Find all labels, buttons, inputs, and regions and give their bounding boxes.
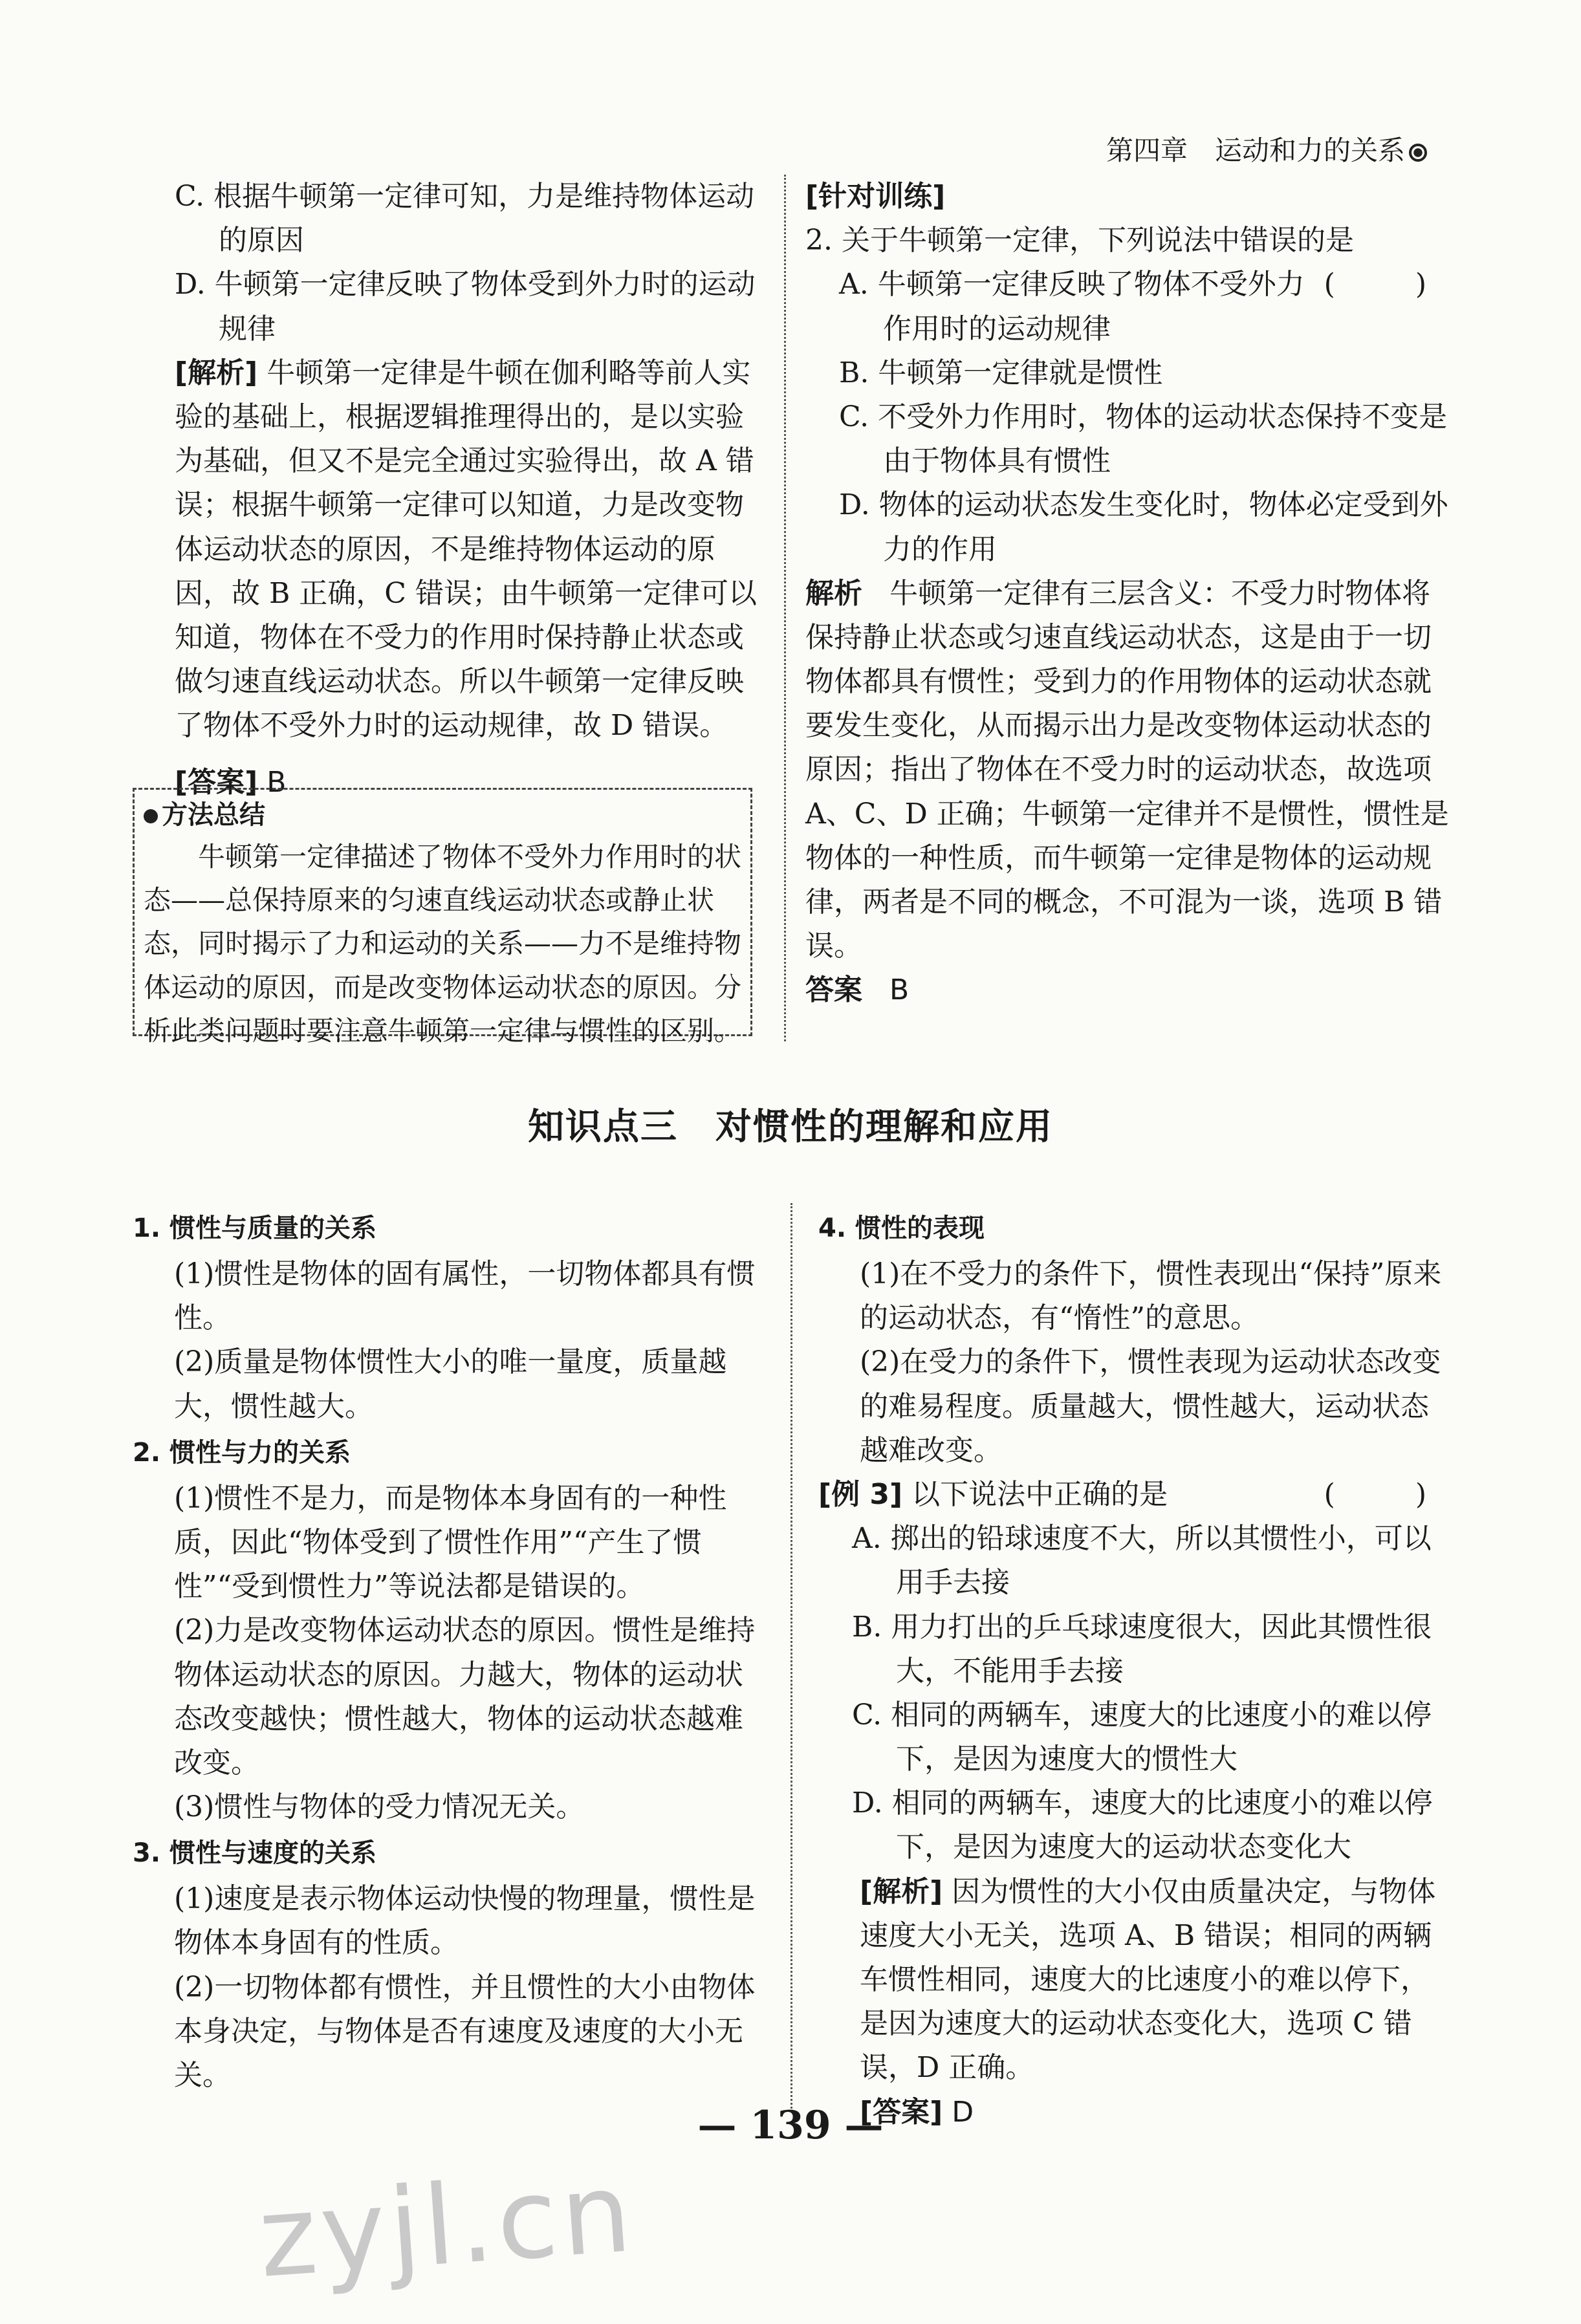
bullet-icon xyxy=(144,809,158,823)
chapter-title: 第四章 运动和力的关系 xyxy=(1106,135,1405,166)
heading-inertia-manifestation: 4. 惯性的表现 xyxy=(818,1213,985,1243)
paragraph: (2)一切物体都有惯性，并且惯性的大小由物体本身决定，与物体是否有速度及速度的大小无关。 xyxy=(174,1970,756,2092)
paragraph: (2)在受力的条件下，惯性表现为运动状态改变的难易程度。质量越大，惯性越大，运动状态越难改变。 xyxy=(860,1345,1441,1467)
heading-inertia-mass: 1. 惯性与质量的关系 xyxy=(133,1213,376,1243)
answer-blank: ( ) xyxy=(1324,1477,1452,1511)
method-title-text: 方法总结 xyxy=(162,800,265,830)
practice-label-text: [针对训练] xyxy=(805,180,946,213)
analysis-block xyxy=(805,572,1452,969)
analysis-label: 解析 xyxy=(805,576,862,610)
option-b: B. 用力打出的乒乓球速度很大，因此其惯性很大，不能用手去接 xyxy=(852,1610,1432,1688)
left-column-top xyxy=(175,175,757,805)
option-c: C. 不受外力作用时，物体的运动状态保持不变是由于物体具有惯性 xyxy=(839,400,1448,478)
answer-label: 答案 xyxy=(805,973,862,1007)
section-title: 知识点三 对惯性的理解和应用 xyxy=(528,1106,1053,1148)
option-d: D. 物体的运动状态发生变化时，物体必定受到外力的作用 xyxy=(839,488,1448,566)
chapter-header xyxy=(1106,129,1427,171)
analysis-block xyxy=(175,351,757,748)
right-column-top xyxy=(805,175,1452,1013)
analysis-text: 牛顿第一定律是牛顿在伽利略等前人实验的基础上，根据逻辑推理得出的，是以实验为基础，但又不是完全通过实验得出，故 A 错误；根据牛顿第一定律可以知道，力是改变物体运动状态的原因，不是维持物体运动的原因，故 B 正确，C 错误；由牛顿第一定律可以知道，物体在不受力的作用时保持静止状态或做匀速直线运动状态。所以牛顿第一定律反映了物体不受外力时的运动规律，故 D 错误。 xyxy=(175,356,757,743)
option-d: D. 牛顿第一定律反映了物体受到外力时的运动规律 xyxy=(175,268,756,345)
column-divider-bottom xyxy=(790,1203,792,2109)
target-icon xyxy=(1409,144,1427,162)
paragraph: (1)速度是表示物体运动快慢的物理量，惯性是物体本身固有的性质。 xyxy=(174,1882,756,1960)
heading-inertia-velocity: 3. 惯性与速度的关系 xyxy=(133,1838,376,1869)
answer-value: B xyxy=(267,766,287,799)
paragraph: (1)在不受力的条件下，惯性表现出“保持”原来的运动状态，有“惰性”的意思。 xyxy=(860,1257,1442,1335)
analysis-label: [解析] xyxy=(175,356,258,389)
column-divider-top xyxy=(784,175,786,1041)
option-c: C. 相同的两辆车，速度大的比速度小的难以停下，是因为速度大的惯性大 xyxy=(852,1698,1432,1776)
analysis-text: 因为惯性的大小仅由质量决定，与物体速度大小无关，选项 A、B 错误；相同的两辆车惯性相同，速度大的比速度小的难以停下，是因为速度大的运动状态变化大，选项 C 错误，D 正确。 xyxy=(860,1874,1436,2085)
option-b: B. 牛顿第一定律就是惯性 xyxy=(839,356,1163,389)
watermark: zyjl.cn xyxy=(254,2148,639,2303)
option-a: A. 牛顿第一定律反映了物体不受外力作用时的运动规律 xyxy=(839,268,1305,345)
answer-blank: ( ) xyxy=(1324,268,1452,301)
paragraph: (1)惯性是物体的固有属性，一切物体都具有惯性。 xyxy=(174,1257,756,1335)
paragraph: (3)惯性与物体的受力情况无关。 xyxy=(174,1790,585,1824)
option-d: D. 相同的两辆车，速度大的比速度小的难以停下，是因为速度大的运动状态变化大 xyxy=(852,1786,1433,1864)
page-number: — 139 — xyxy=(697,2103,884,2148)
practice-label xyxy=(805,175,1452,219)
paragraph: (2)质量是物体惯性大小的唯一量度，质量越大，惯性越大。 xyxy=(174,1345,727,1423)
answer-line xyxy=(805,968,1452,1012)
method-summary-box xyxy=(133,788,752,1047)
left-column-bottom xyxy=(133,1204,767,2098)
answer-value: D xyxy=(952,2095,974,2129)
answer-label: [答案] xyxy=(175,766,258,799)
heading-inertia-force: 2. 惯性与力的关系 xyxy=(133,1437,351,1468)
question-2 xyxy=(805,219,1452,301)
answer-value: B xyxy=(889,973,910,1007)
paragraph: (2)力是改变物体运动状态的原因。惯性是维持物体运动状态的原因。力越大，物体的运动状态改变越快；惯性越大，物体的运动状态越难改变。 xyxy=(174,1614,756,1779)
analysis-block xyxy=(818,1870,1452,2091)
analysis-text: 牛顿第一定律有三层含义：不受力时物体将保持静止状态或匀速直线运动状态，这是由于一切物体都具有惯性；受到力的作用物体的运动状态就要发生变化，从而揭示出力是改变物体运动状态的原因；指出了物体在不受力时的运动状态，故选项 A、C、D 正确；牛顿第一定律并不是惯性，惯性是物体的一种性质，而牛顿第一定律是物体的运动规律，两者是不同的概念，不可混为一谈，选项 B 错误。 xyxy=(805,576,1449,963)
option-a: A. 掷出的铅球速度不大，所以其惯性小，可以用手去接 xyxy=(852,1522,1432,1600)
paragraph: (1)惯性不是力，而是物体本身固有的一种性质，因此“物体受到了惯性作用”“产生了惯性”“受到惯性力”等说法都是错误的。 xyxy=(174,1481,727,1603)
example-question: 以下说法中正确的是 xyxy=(911,1477,1168,1511)
analysis-label: [解析] xyxy=(860,1874,943,1908)
option-c: C. 根据牛顿第一定律可知，力是维持物体运动的原因 xyxy=(175,180,755,257)
example-3 xyxy=(818,1473,1452,1517)
answer-label: [答案] xyxy=(860,2095,943,2129)
question-2-text: 2. 关于牛顿第一定律，下列说法中错误的是 xyxy=(805,224,1354,257)
example-label: [例 3] xyxy=(818,1477,903,1511)
method-summary-body: 牛顿第一定律描述了物体不受外力作用时的状态——总保持原来的匀速直线运动状态或静止状态，同时揭示了力和运动的关系——力不是维持物体运动的原因，而是改变物体运动状态的原因。分析此类问题时要注意牛顿第一定律与惯性的区别。 xyxy=(144,841,742,1047)
method-summary-title xyxy=(144,795,741,835)
right-column-bottom xyxy=(818,1204,1452,2134)
